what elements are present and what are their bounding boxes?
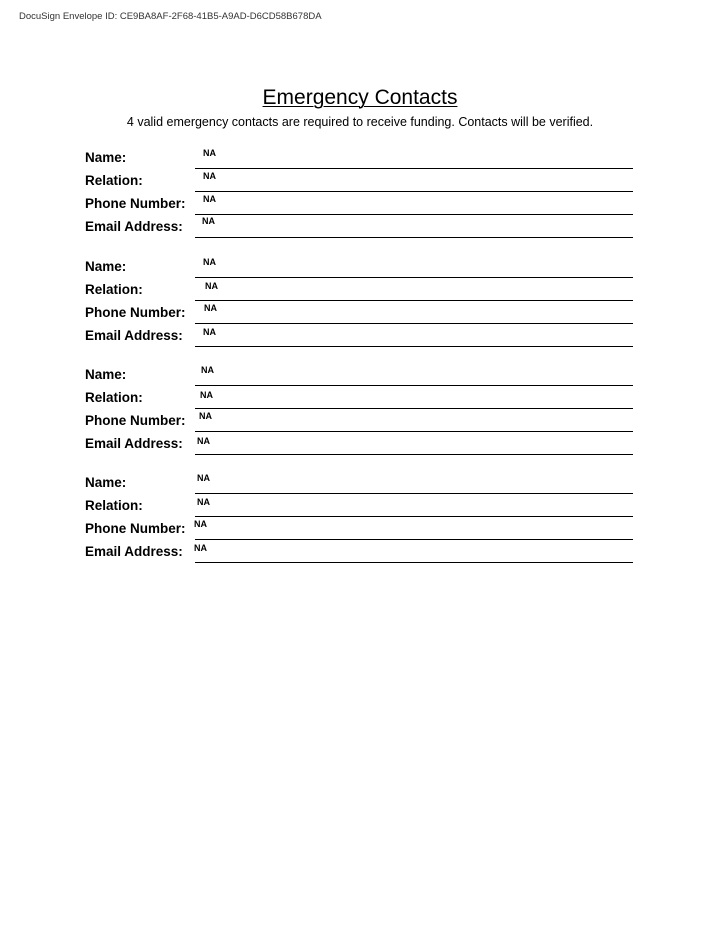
email-value[interactable]: NA (203, 327, 216, 337)
name-row (0, 146, 720, 169)
email-value[interactable]: NA (202, 216, 215, 226)
phone-row (0, 409, 720, 432)
name-label: Name: (85, 259, 127, 274)
name-label: Name: (85, 367, 127, 382)
phone-row (0, 192, 720, 215)
name-row (0, 255, 720, 278)
relation-label: Relation: (85, 282, 143, 297)
relation-value[interactable]: NA (205, 281, 218, 291)
relation-label: Relation: (85, 498, 143, 513)
phone-row (0, 517, 720, 540)
email-row (0, 324, 720, 347)
name-row (0, 471, 720, 494)
relation-row (0, 494, 720, 517)
phone-label: Phone Number: (85, 196, 186, 211)
email-label: Email Address: (85, 219, 183, 234)
email-label: Email Address: (85, 328, 183, 343)
name-label: Name: (85, 475, 127, 490)
phone-row (0, 301, 720, 324)
relation-value[interactable]: NA (197, 497, 210, 507)
name-value[interactable]: NA (201, 365, 214, 375)
phone-value[interactable]: NA (194, 519, 207, 529)
relation-label: Relation: (85, 173, 143, 188)
email-label: Email Address: (85, 436, 183, 451)
relation-value[interactable]: NA (200, 390, 213, 400)
phone-label: Phone Number: (85, 305, 186, 320)
envelope-id: DocuSign Envelope ID: CE9BA8AF-2F68-41B5-A9AD-D6CD58B678DA (19, 11, 322, 22)
page-title: Emergency Contacts (262, 86, 458, 109)
phone-label: Phone Number: (85, 521, 186, 536)
name-value[interactable]: NA (197, 473, 210, 483)
phone-label: Phone Number: (85, 413, 186, 428)
phone-value[interactable]: NA (204, 303, 217, 313)
relation-row (0, 386, 720, 409)
relation-row (0, 169, 720, 192)
name-value[interactable]: NA (203, 257, 216, 267)
email-row (0, 215, 720, 238)
email-underline (195, 562, 633, 563)
email-label: Email Address: (85, 544, 183, 559)
email-row (0, 540, 720, 563)
phone-value[interactable]: NA (199, 411, 212, 421)
page-subtitle: 4 valid emergency contacts are required to receive funding. Contacts will be verified. (126, 115, 594, 129)
phone-value[interactable]: NA (203, 194, 216, 204)
email-value[interactable]: NA (194, 543, 207, 553)
relation-value[interactable]: NA (203, 171, 216, 181)
name-label: Name: (85, 150, 127, 165)
email-row (0, 432, 720, 455)
email-underline (195, 237, 633, 238)
email-underline (195, 346, 633, 347)
relation-label: Relation: (85, 390, 143, 405)
name-row (0, 363, 720, 386)
name-value[interactable]: NA (203, 148, 216, 158)
email-value[interactable]: NA (197, 436, 210, 446)
email-underline (195, 454, 633, 455)
relation-row (0, 278, 720, 301)
